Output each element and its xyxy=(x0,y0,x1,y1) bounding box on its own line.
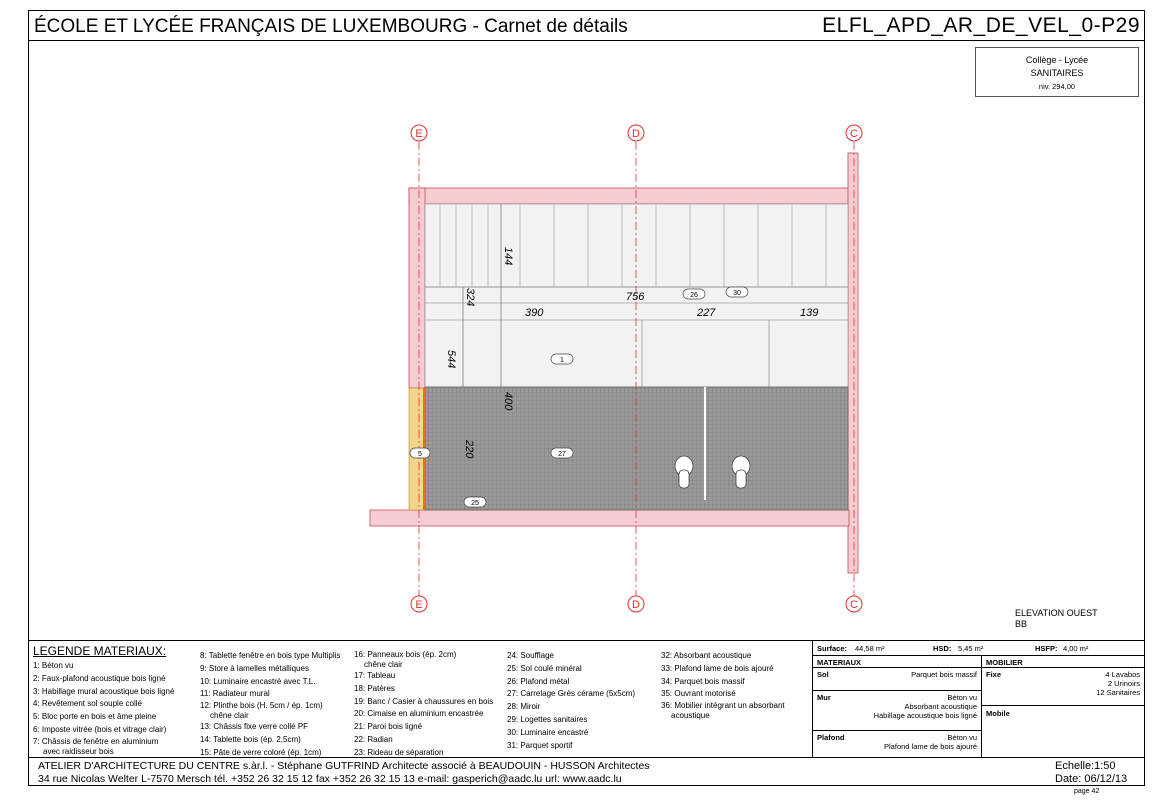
mur-label: Mur xyxy=(817,693,831,702)
footer-divider xyxy=(28,757,1145,758)
table-row-border xyxy=(812,690,981,691)
sol-value: Parquet bois massif xyxy=(911,670,977,679)
legend-item: 19: Banc / Casier à chaussures en bois xyxy=(354,696,494,706)
fixe-values xyxy=(1020,670,1140,697)
material-tag: 30 xyxy=(733,290,741,297)
legend-item: 4: Revêtement sol souple collé xyxy=(33,699,142,709)
sol-label: Sol xyxy=(817,670,829,679)
legend-item: 14: Tablette bois (ép. 2,5cm) xyxy=(200,734,301,744)
legend-item: 20: Cimaise en aluminium encastrée xyxy=(354,709,484,719)
axis-label-top: C xyxy=(850,128,858,140)
legend-item: 9: Store à lamelles métalliques xyxy=(200,663,309,673)
legend-item: chêne clair xyxy=(210,711,249,721)
axis-label-bottom: D xyxy=(632,599,640,611)
legend-item: 22: Radian xyxy=(354,734,393,744)
elevation-sub: BB xyxy=(1015,619,1028,629)
legend-item: 30: Luminaire encastré xyxy=(507,727,589,737)
legend-item: 13: Châssis fixe verre collé PF xyxy=(200,722,309,732)
legend-title: LEGENDE MATERIAUX: xyxy=(33,644,167,658)
material-tag: 27 xyxy=(558,451,566,458)
legend-item: 2: Faux-plafond acoustique bois ligné xyxy=(33,673,166,683)
scale-label: Echelle:1:50 xyxy=(1055,760,1116,772)
table-row-border xyxy=(812,655,1145,656)
mobile-label: Mobile xyxy=(986,709,1010,718)
sheet-title: ÉCOLE ET LYCÉE FRANÇAIS DE LUXEMBOURG - Carnet de détails xyxy=(34,16,628,37)
legend-item: 15: Pâte de verre coloré (ép. 1cm) xyxy=(200,747,322,757)
mur-values xyxy=(840,693,977,720)
table-row-border xyxy=(981,705,1145,706)
mur-value: Absorbant acoustique xyxy=(904,702,977,711)
material-tag: 1 xyxy=(560,357,564,364)
surface-value: 44,58 m² xyxy=(855,644,885,653)
legend-item: 34: Parquet bois massif xyxy=(661,676,745,686)
room-level: niv. 294,00 xyxy=(1038,82,1076,91)
dimension-label: 144 xyxy=(502,247,514,266)
fixe-value: 12 Sanitaires xyxy=(1096,688,1140,697)
dimension-label: 139 xyxy=(800,307,819,319)
plafond-label: Plafond xyxy=(817,733,845,742)
plafond-values xyxy=(840,733,977,751)
table-row-border xyxy=(812,730,981,731)
materiaux-header: MATERIAUX xyxy=(817,658,862,667)
table-left-border xyxy=(812,640,813,758)
dimension-label: 390 xyxy=(525,307,544,319)
table-mid-border xyxy=(981,655,982,758)
table-row-border xyxy=(812,667,1145,668)
dimension-label: 544 xyxy=(445,350,457,369)
legend-item: 23: Rideau de séparation xyxy=(354,747,444,757)
room-building: Collège - Lycée xyxy=(1025,55,1089,65)
legend-item: 8: Tablette fenêtre en bois type Multiplis xyxy=(200,651,341,660)
hsd-label: HSD: xyxy=(933,644,952,653)
mur-value: Béton vu xyxy=(947,693,977,702)
legend-item: chêne clair xyxy=(364,660,403,669)
legend-item: 6: Imposte vitrée (bois et vitrage clair) xyxy=(33,724,167,734)
legend-item: 35: Ouvrant motorisé xyxy=(661,689,736,699)
legend-item: acoustique xyxy=(671,711,710,721)
hsd-value: 5,45 m² xyxy=(958,644,984,653)
hsfp-label: HSFP: xyxy=(1035,644,1058,653)
fixe-value: 4 Lavabos xyxy=(1105,670,1140,679)
surface-label: Surface: xyxy=(817,644,848,653)
legend-item: 24: Soufflage xyxy=(507,651,555,660)
sol-values xyxy=(860,670,977,679)
plafond-value: Plafond lame de bois ajouré xyxy=(884,742,977,751)
dimension-label: 227 xyxy=(697,307,716,319)
elevation-caption xyxy=(1015,608,1098,630)
legend-item: 7: Châssis de fenêtre en aluminium xyxy=(33,736,159,746)
elevation-label: ELEVATION OUEST xyxy=(1015,608,1098,618)
legend-item: 16: Panneaux bois (ép. 2cm) xyxy=(354,650,457,659)
legend-item: 18: Patères xyxy=(354,683,395,693)
date-label: Date: 06/12/13 xyxy=(1055,773,1128,785)
axis-label-bottom: C xyxy=(850,599,858,611)
page-number: page 42 xyxy=(1074,788,1100,795)
legend-item: 32: Absorbant acoustique xyxy=(661,651,752,660)
legend-item: 36: Mobilier intégrant un absorbant xyxy=(661,701,785,711)
legend-item: 25: Sol coulé minéral xyxy=(507,663,582,673)
dimension-label: 324 xyxy=(464,288,476,307)
mobilier-header: MOBILIER xyxy=(986,658,1023,667)
legend-item: 1: Béton vu xyxy=(33,661,74,670)
dimension-label: 220 xyxy=(463,440,475,459)
legend-item: 5: Bloc porte en bois et âme pleine xyxy=(33,712,157,722)
material-tag: 26 xyxy=(690,292,698,299)
dimension-label: 400 xyxy=(502,392,514,411)
dimension-label: 756 xyxy=(626,291,645,303)
legend-column-2 xyxy=(200,650,340,760)
legend-item: 10: Luminaire encastré avec T.L. xyxy=(200,676,316,686)
legend-item: 26: Plafond métal xyxy=(507,676,570,686)
fixe-value: 2 Urinoirs xyxy=(1107,679,1140,688)
drawing-code: ELFL_APD_AR_DE_VEL_0-P29 xyxy=(822,14,1140,37)
fixe-label: Fixe xyxy=(986,670,1002,679)
legend-column-1 xyxy=(33,660,174,756)
legend-column-3 xyxy=(354,650,493,760)
material-tag: 25 xyxy=(471,500,479,507)
footer-firm: ATELIER D'ARCHITECTURE DU CENTRE s.àr.l. - Stéphane GUTFRIND Architecte associé à BEAUDOUIN - HUSSON Architectes xyxy=(38,760,650,772)
tiled-wall xyxy=(425,387,848,510)
legend-column-5 xyxy=(661,650,785,721)
legend-item: 3: Habillage mural acoustique bois ligné xyxy=(33,686,175,696)
legend-item: 17: Tableau xyxy=(354,671,396,680)
footer-address: 34 rue Nicolas Welter L-7570 Mersch tél. +352 26 32 15 12 fax +352 26 32 15 13 e-mail: gasperich@aadc.lu url: www.aadc.lu xyxy=(38,773,622,785)
legend-item: 28: Miroir xyxy=(507,702,541,712)
legend-item: avec raidisseur bois xyxy=(43,746,114,756)
legend-item: 27: Carrelage Grès cérame (5x5cm) xyxy=(507,689,636,699)
legend-item: 12: Plinthe bois (H. 5cm / ép. 1cm) xyxy=(200,701,323,711)
axis-label-top: D xyxy=(632,128,640,140)
material-tag: 5 xyxy=(418,451,422,458)
mur-value: Habillage acoustique bois ligné xyxy=(873,711,977,720)
legend-divider xyxy=(28,640,1145,641)
legend-column-4 xyxy=(507,650,635,752)
legend-item: 33: Plafond lame de bois ajouré xyxy=(661,663,774,673)
axis-label-bottom: E xyxy=(415,599,423,611)
plafond-value: Béton vu xyxy=(947,733,977,742)
legend-item: 31: Parquet sportif xyxy=(507,740,573,750)
legend-item: 29: Logettes sanitaires xyxy=(507,714,588,724)
room-name: SANITAIRES xyxy=(1030,68,1084,78)
legend-item: 21: Paroi bois ligné xyxy=(354,722,423,732)
axis-label-top: E xyxy=(415,128,423,140)
hsfp-value: 4,00 m² xyxy=(1063,644,1089,653)
legend-item: 11: Radiateur mural xyxy=(200,689,270,699)
